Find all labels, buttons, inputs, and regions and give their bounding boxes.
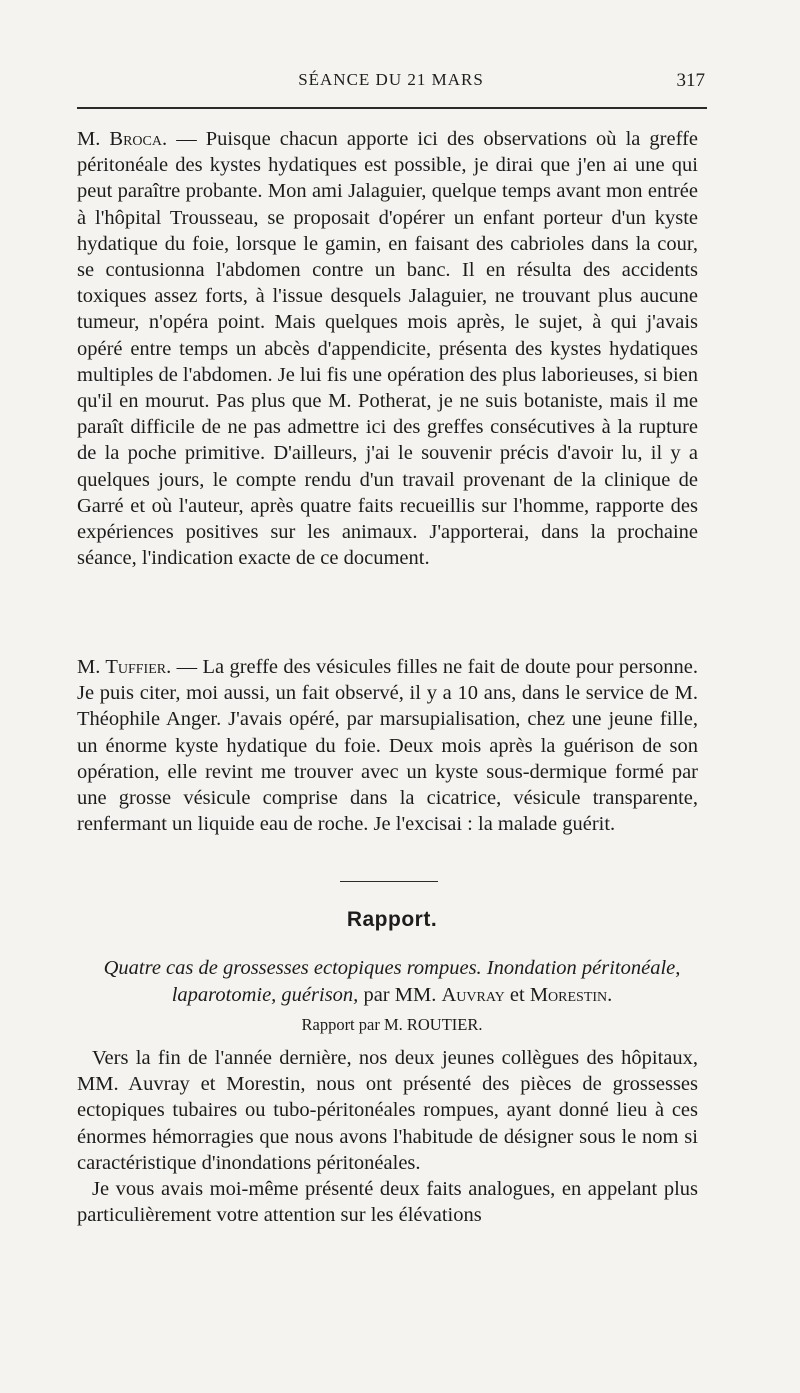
paragraph-text: — La greffe des vésicules filles ne fait de doute pour personne. Je puis citer, moi aussi, un fait observé, il y a 10 ans, dans le service de M. Théophile Anger. J'avais opéré, par marsupialisation, chez une jeune fille, un énorme kyste hydatique du foie. Deux mois après la guérison de son opération, elle revint me trouver avec un kyste sous-dermique formé par une grosse vésicule comprise dans la cicatrice, vésicule transparente, renfermant un liquide eau de roche. Je l'excisai : la malade guérit. (77, 656, 698, 836)
section-heading: Rapport. (346, 908, 438, 931)
paragraph-broca (77, 126, 698, 571)
section-separator (340, 881, 438, 882)
report-author-1: Auvray (441, 983, 505, 1006)
paragraph-tuffier (77, 654, 698, 837)
header-title: SÉANCE DU 21 MARS (298, 70, 484, 89)
report-paragraph: Je vous avais moi-même présenté deux faits analogues, en appelant plus particulièrement votre attention sur les élévations (77, 1178, 698, 1227)
page-number: 317 (676, 70, 705, 91)
report-byline: Rapport par M. ROUTIER. (301, 1015, 483, 1034)
paragraph-text: — Puisque chacun apporte ici des observations où la greffe péritonéale des kystes hydatiques est possible, je dirai que j'en ai une qui peut paraître probante. Mon ami Jalaguier, quelque temps avant mon entrée à l'hôpital Trousseau, se proposait d'opérer un enfant porteur d'un kyste hydatique du foie, lorsque le gamin, en faisant des cabrioles dans la cour, se contusionna l'abdomen contre un banc. Il en résulta des accidents toxiques assez forts, à l'issue desquels Jalaguier, ne trouvant plus aucune tumeur, n'opéra point. Mais quelques mois après, le sujet, à qui j'avais opéré entre temps un abcès d'appendicite, présenta des kystes hydatiques multiples de l'abdomen. Je lui fis une opération des plus laborieuses, si bien qu'il en mourut. Pas plus que M. Potherat, je ne suis botaniste, mais il me paraît difficile de ne pas admettre ici des greffes consécutives à la rupture de la poche primitive. D'ailleurs, j'ai le souvenir précis d'avoir lu, il y a quelques jours, le compte rendu d'un travail provenant de la clinique de Garré et où l'auteur, après quatre faits recueillis sur l'homme, rapporte des expériences positives sur les animaux. J'apporterai, dans la prochaine séance, l'indication exacte de ce document. (77, 128, 698, 570)
report-title (77, 955, 707, 1008)
report-paragraph: Vers la fin de l'année dernière, nos deux jeunes collègues des hôpitaux, MM. Auvray et Morestin, nous ont présenté des pièces de grossesses ectopiques tubaires ou tubo-péritonéales rompues, ayant donné lieu à ces énormes hémorragies que nous avons l'habitude de désigner sous le nom si caractéristique d'inondations péritonéales. (77, 1047, 698, 1174)
speaker-name: M. Tuffier. (77, 656, 172, 678)
report-author-2: Morestin. (529, 983, 613, 1006)
report-title-et: et (504, 983, 530, 1006)
running-header (77, 70, 705, 92)
speaker-name: M. Broca. (77, 128, 168, 150)
report-title-par: par MM. (358, 983, 442, 1006)
report-title-italic: Quatre cas de grossesses ectopiques rompues. Inondation péritonéale, laparotomie, guérison, (103, 957, 681, 1006)
header-rule (77, 107, 707, 109)
report-body (77, 1045, 698, 1228)
